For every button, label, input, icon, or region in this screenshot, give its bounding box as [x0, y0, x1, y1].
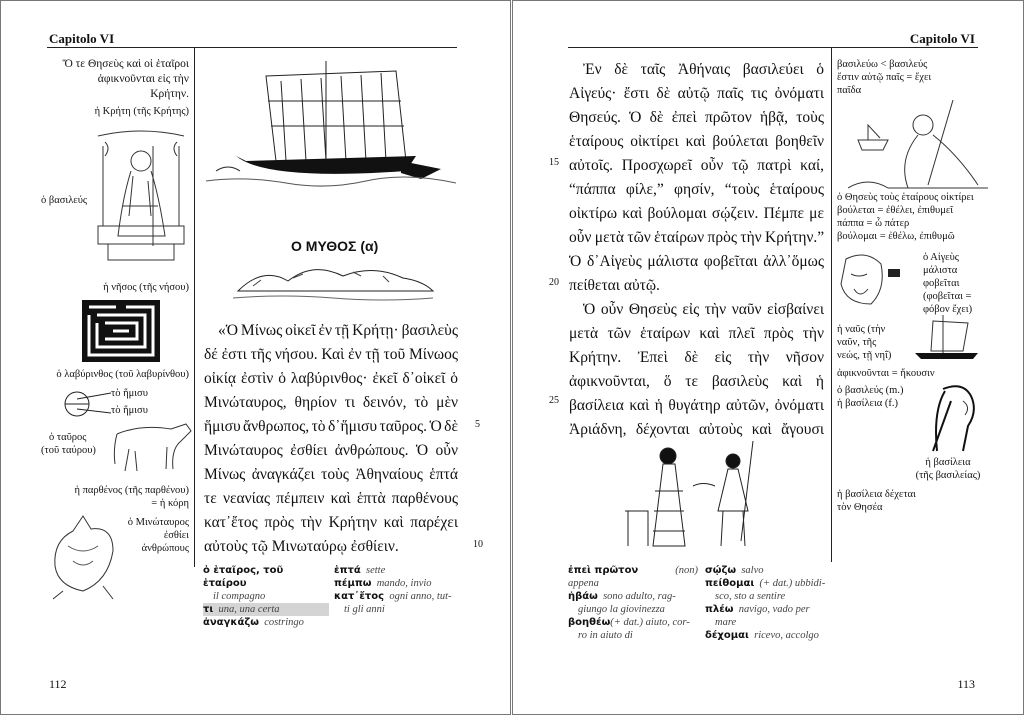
- glossary-def-text: il compagno: [213, 591, 266, 602]
- text-line: οἰκίᾳ ἐστὶν ὁ λαβύρινθος· ἐκεῖ δ᾽οἰκεῖ ὁ: [204, 370, 458, 387]
- text-line: οὖν μετὰ τῶν ἑταίρων πρὸς τὴν Κρήτην.”: [569, 229, 825, 246]
- glossary-def-text: (+ dat.) aiuto, cor-: [610, 617, 690, 628]
- glossary-left-col1: [203, 564, 329, 629]
- glossary-entry: [334, 577, 459, 590]
- glossary-def-text: ro in aiuto di: [578, 630, 633, 641]
- text-line: αὐτοῖς. Προσχωρεῖ οὖν τῷ πατρὶ καί,: [569, 157, 824, 174]
- text-line: «Ὁ Μίνως οἰκεῖ ἐν τῇ Κρήτῃ· βασιλεὺς: [218, 322, 458, 339]
- note-king-queen: [837, 384, 917, 410]
- note-line: ἡ βασίλεια (f.): [837, 398, 899, 409]
- note-line: = ἡ κόρη: [151, 498, 189, 509]
- glossary-def-text: sco, sto a sentire: [715, 591, 786, 602]
- note-line: (φοβεῖται =: [923, 291, 972, 302]
- text-line: πείθεται αὐτῷ.: [569, 277, 660, 294]
- glossary-term: κατ᾽ἔτος: [334, 591, 385, 602]
- text-line: ἑταίρους οἰκτίρει καὶ βούλεται βοηθεῖν: [569, 133, 824, 150]
- line-number: 20: [549, 277, 559, 288]
- glossary-term: ὁ ἑταῖρος, τοῦ ἑταίρου: [203, 565, 284, 589]
- text-line: Ἀριάδνη, δέχονται αὐτοὺς καὶ ἄγουσι: [569, 421, 824, 438]
- text-line: αὐτοὺς τῷ Μινωταύρῳ ἐσθίειν.: [204, 538, 399, 555]
- glossary-def-text: ricevo, accolgo: [754, 630, 819, 641]
- glossary-term: ἑπτά: [334, 565, 361, 576]
- glossary-term: βοηθέω: [568, 617, 611, 628]
- note-half-2: τὸ ἥμισυ: [111, 405, 148, 416]
- note-line: Κρήτην.: [150, 88, 189, 100]
- note-ship: [837, 323, 912, 362]
- text-line: ἀφικνοῦνται, ὅ τε βασιλεὺς καὶ ἡ: [569, 373, 824, 390]
- margin-note-intro: [41, 57, 189, 102]
- glossary-def: [568, 603, 698, 616]
- note-line: ἐσθίει: [163, 530, 189, 541]
- glossary-def-text: mare: [715, 617, 737, 628]
- glossary-def-text: mando, invio: [376, 578, 432, 589]
- page-number: 113: [957, 677, 975, 691]
- glossary-def-text: giungo la giovinezza: [578, 604, 665, 615]
- glossary-entry: [203, 616, 329, 629]
- note-line: βούλομαι = ἐθέλω, ἐπιθυμῶ: [837, 231, 955, 242]
- note-line: ἡ βασίλεια δέχεται: [837, 489, 916, 500]
- note-king: ὁ βασιλεύς: [41, 195, 88, 206]
- glossary-left-col2: [334, 564, 459, 616]
- glossary-def: [568, 629, 698, 642]
- note-half-1: τὸ ἥμισυ: [111, 388, 148, 399]
- minotaur-illustration: [43, 511, 133, 601]
- bull-illustration: [111, 419, 193, 475]
- note-line: ὁ βασιλεύς (m.): [837, 385, 904, 396]
- glossary-def-text: (+ dat.) ubbidi-: [759, 578, 826, 589]
- note-line: ἔστιν αὐτῷ παῖς = ἔχει: [837, 72, 932, 83]
- glossary-def: [334, 603, 459, 616]
- glossary-right-col1: [568, 564, 698, 642]
- glossary-term: τι: [203, 604, 214, 615]
- glossary-entry-highlighted: [203, 603, 329, 616]
- note-bull: [41, 431, 96, 457]
- header-rule: [47, 47, 457, 48]
- note-line: φόβον ἔχει): [923, 304, 973, 315]
- note-maiden: [41, 484, 189, 510]
- text-line: Μινώταυρος, θηρίον τι δεινόν, τὸ μὲν: [204, 394, 458, 411]
- glossary-term: πλέω: [705, 604, 734, 615]
- note-line: ἀνθρώπους: [141, 543, 189, 554]
- text-line: Μινώταυρος ἐσθίει ἀνθρώπους. Ὁ οὖν: [204, 442, 458, 459]
- note-line: ναῦν, τῆς: [837, 337, 877, 348]
- glossary-def-text: sette: [365, 565, 386, 576]
- text-line: τε νεανίας πέμπειν καὶ ἑπτὰ παρθένους: [204, 490, 458, 507]
- glossary-def-text: sono adulto, rag-: [603, 591, 676, 602]
- glossary-def: [568, 577, 698, 590]
- glossary-def-text: una, una certa: [218, 604, 280, 615]
- note-line: βούλεται = ἐθέλει, ἐπιθυμεῖ: [837, 205, 954, 216]
- glossary-def: [705, 590, 829, 603]
- glossary-entry: [705, 629, 829, 642]
- text-line: μετὰ τῶν ἑταίρων καὶ πλεῖ πρὸς τὴν: [569, 325, 824, 342]
- note-aegeus: [923, 251, 1013, 316]
- header-rule: [568, 47, 978, 48]
- note-line: Ὅ τε Θησεὺς καὶ οἱ ἑταῖροι: [62, 58, 189, 70]
- glossary-def: [203, 590, 329, 603]
- note-line: ὁ Αἰγεὺς: [923, 252, 959, 263]
- note-line: ἡ βασίλεια: [925, 457, 971, 468]
- glossary-entry: [334, 590, 459, 603]
- chapter-header: Capitolo VI: [909, 31, 975, 46]
- glossary-entry: [705, 577, 829, 590]
- text-line: οἰκτίρω καὶ βούλομαι σῴζειν. Πέμπε με: [569, 205, 824, 222]
- text-line: Αἰγεύς· ἔστι δὲ αὐτῷ παῖς τις ὀνόματι: [569, 85, 824, 102]
- text-line: δέ ἐστι τῆς νήσου. Καὶ ἐν τῇ τοῦ Μίνωος: [204, 346, 458, 363]
- note-line: τὸν Θησέα: [837, 502, 883, 513]
- text-line: Κρήτην. Ἐπεὶ δὲ εἰς τὴν νῆσον: [569, 349, 824, 366]
- note-queen-receives: [837, 488, 997, 514]
- glossary-entry: [334, 564, 459, 577]
- note-line: ὁ ταῦρος: [49, 432, 87, 443]
- note-line: βασιλεύω < βασιλεύς: [837, 59, 928, 70]
- queen-illustration: [923, 381, 983, 453]
- glossary-def-text: appena: [568, 578, 599, 589]
- glossary-def-text: ogni anno, tut-: [389, 591, 452, 602]
- note-basileuo: [837, 58, 1017, 97]
- glossary-def-text: salvo: [741, 565, 764, 576]
- note-arrive: ἀφικνοῦνται = ἥκουσιν: [837, 368, 935, 379]
- glossary-def-text: ti gli anni: [344, 604, 385, 615]
- note-queen: [893, 456, 1003, 482]
- text-line: Μίνως ἀναγκάζει τοὺς Ἀθηναίους ἑπτά: [204, 466, 458, 483]
- note-line: ὁ Θησεὺς τοὺς ἑταίρους οἰκτίρει: [837, 192, 974, 203]
- note-labyrinth: ὁ λαβύρινθος (τοῦ λαβυρίνθου): [56, 369, 189, 380]
- glossary-term: ἡβάω: [568, 591, 598, 602]
- aegeus-illustration: [836, 249, 906, 309]
- text-line: βασίλεια καὶ ἡ θυγάτηρ αὐτῶν, ὀνόματι: [569, 397, 824, 414]
- note-line: (τῆς βασιλείας): [915, 470, 981, 481]
- note-island: ἡ νῆσος (τῆς νήσου): [103, 282, 189, 293]
- labyrinth-illustration: [81, 299, 161, 363]
- glossary-term: πέμπω: [334, 578, 372, 589]
- note-line: μάλιστα: [923, 265, 958, 276]
- text-line: Ὁ οὖν Θησεὺς εἰς τὴν ναῦν εἰσβαίνει: [583, 301, 824, 318]
- glossary-entry: [568, 590, 698, 603]
- margin-rule: [194, 47, 195, 567]
- right-page: [512, 0, 1024, 715]
- ariadne-theseus-illustration: [623, 441, 773, 551]
- text-line: Ἐν δὲ ταῖς Ἀθήναις βασιλεύει ὁ: [583, 61, 824, 78]
- king-illustration: [93, 126, 189, 266]
- glossary-term: δέχομαι: [705, 630, 749, 641]
- text-line: Θησεύς. Ὁ δὲ ἐπεὶ πρῶτον ἡβᾷ, τοὺς: [569, 109, 824, 126]
- note-line: νεώς, τῇ νηΐ): [837, 350, 892, 361]
- glossary-term: σῴζω: [705, 565, 737, 576]
- note-crete: ἡ Κρήτη (τῆς Κρήτης): [94, 106, 189, 117]
- margin-rule: [831, 47, 832, 562]
- story-text: [204, 319, 458, 559]
- glossary-entry: [705, 564, 829, 577]
- glossary-def-text: navigo, vado per: [738, 604, 810, 615]
- text-line: ἥμισυ ἄνθρωπος, τὸ δ᾽ἥμισυ ταῦρος. Ὁ δὲ: [204, 418, 458, 435]
- line-number: 10: [473, 539, 483, 550]
- glossary-entry: [568, 616, 698, 629]
- glossary-def-text: costringo: [264, 617, 304, 628]
- line-number: 25: [549, 395, 559, 406]
- note-line: φοβεῖται: [923, 278, 960, 289]
- glossary-entry: [203, 564, 329, 590]
- chapter-header: Capitolo VI: [49, 31, 115, 46]
- story-text: [569, 58, 824, 442]
- glossary-right-col2: [705, 564, 829, 642]
- note-line: παῖδα: [837, 85, 862, 96]
- line-number: 5: [475, 419, 480, 430]
- island-illustration: [233, 256, 438, 306]
- page-number: 112: [49, 677, 67, 691]
- theseus-illustration: [848, 100, 988, 190]
- text-line: Ὁ δ᾽Αἰγεὺς μάλιστα φοβεῖται ἀλλ᾽ὅμως: [569, 253, 824, 270]
- glossary-def-text: (non): [675, 565, 698, 576]
- text-line: “πάππα φίλε,” φησίν, “τοὺς ἑταίρους: [569, 181, 824, 198]
- note-line: ἀφικνοῦνται εἰς τὴν: [97, 73, 189, 85]
- note-line: (τοῦ ταύρου): [41, 445, 96, 456]
- ship-small-illustration: [913, 313, 983, 363]
- ship-illustration: [206, 61, 456, 201]
- glossary-entry: [568, 564, 698, 577]
- text-line: κατ᾽ἔτος πρὸς τὴν Κρήτην καὶ παρέχει: [204, 514, 458, 531]
- glossary-term: πείθομαι: [705, 578, 755, 589]
- glossary-term: ἐπεὶ πρῶτον: [568, 565, 639, 576]
- glossary-entry: [705, 603, 829, 616]
- circle-half-diagram: [63, 389, 113, 419]
- story-title: Ο ΜΥΘΟΣ (α): [291, 238, 379, 254]
- note-theseus: [837, 191, 1022, 243]
- note-line: ὁ Μινώταυρος: [127, 517, 189, 528]
- note-line: ἡ ναῦς (τὴν: [837, 324, 886, 335]
- left-page: [0, 0, 511, 715]
- note-line: πάππα = ὦ πάτερ: [837, 218, 910, 229]
- glossary-def: [705, 616, 829, 629]
- glossary-term: ἀναγκάζω: [203, 617, 259, 628]
- note-line: ἡ παρθένος (τῆς παρθένου): [74, 485, 189, 496]
- line-number: 15: [549, 157, 559, 168]
